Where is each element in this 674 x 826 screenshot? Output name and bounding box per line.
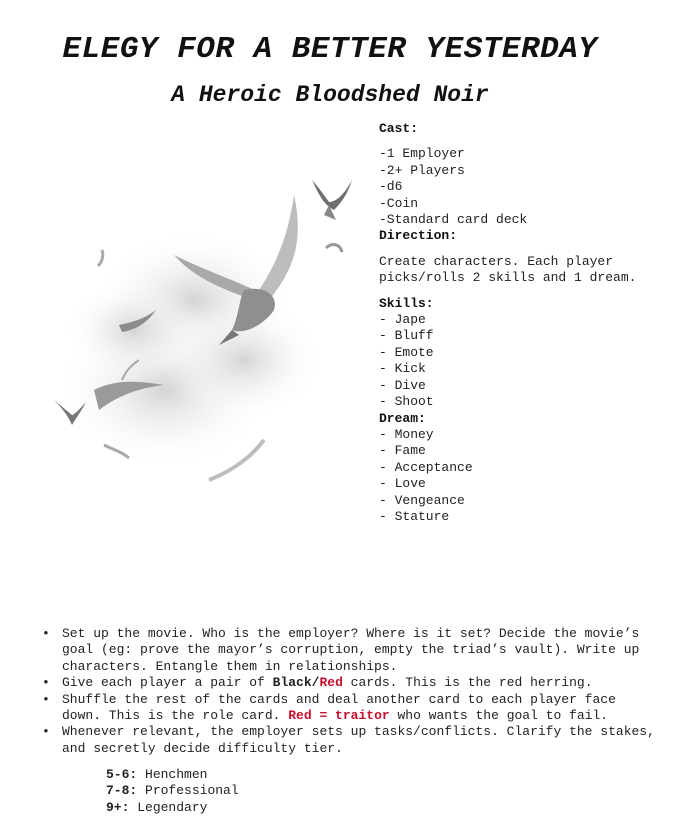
list-item: - Jape — [379, 312, 426, 328]
step-text: Whenever relevant, the employer sets up tasks/conflicts. Clarify the stakes, and secretly decide difficulty tier. — [62, 724, 655, 756]
list-item: - Money — [379, 426, 434, 442]
list-item: -2+ Players — [379, 162, 465, 178]
tier-key: 5-6: — [106, 767, 138, 782]
tier-row — [106, 767, 239, 783]
page-subtitle: A Heroic Bloodshed Noir — [171, 82, 489, 108]
cast-header: Cast: — [379, 121, 419, 136]
list-item: -Standard card deck — [379, 212, 528, 228]
skills-list — [379, 312, 669, 410]
bullet-icon: • — [42, 724, 50, 740]
list-item: - Stature — [379, 508, 450, 524]
cast-list — [379, 146, 669, 228]
step-item — [40, 626, 655, 675]
bullet-icon: • — [42, 675, 50, 691]
step-text: cards. This is the red herring. — [342, 675, 593, 691]
list-item: - Fame — [379, 443, 426, 459]
step-item — [40, 675, 655, 691]
step-text: Set up the movie. Who is the employer? Where is it set? Decide the movie’s goal (eg: prove the mayor’s corruption, empty the triad’s vault). Write up characters. Entangle them in relationships. — [62, 626, 640, 674]
tier-label: Henchmen — [145, 767, 208, 782]
tier-row — [106, 783, 239, 799]
page-title: ELEGY FOR A BETTER YESTERDAY — [62, 32, 598, 67]
list-item: - Acceptance — [379, 459, 473, 475]
slash: / — [311, 675, 320, 691]
steps-list — [40, 626, 655, 757]
step-item — [40, 724, 655, 757]
red-card-label: Red — [319, 675, 343, 691]
step-text: Shuffle the rest of the cards and deal another card to each player face down. This is the role card. — [62, 691, 616, 724]
list-item: - Shoot — [379, 394, 434, 410]
step-text: Give each player a pair of — [62, 675, 273, 691]
list-item: - Love — [379, 476, 426, 492]
tier-label: Professional — [145, 783, 239, 799]
list-item: -1 Employer — [379, 146, 465, 162]
bullet-icon: • — [42, 626, 50, 641]
list-item: - Dive — [379, 377, 426, 393]
tier-row — [106, 800, 239, 816]
list-item: - Bluff — [379, 328, 434, 344]
dream-list — [379, 427, 669, 525]
step-text: who wants the goal to fail. — [389, 708, 609, 724]
list-item: -d6 — [379, 179, 403, 195]
step-item — [40, 692, 655, 725]
difficulty-tiers — [106, 767, 239, 816]
list-item: - Kick — [379, 361, 426, 377]
direction-header: Direction: — [379, 228, 458, 244]
traitor-label: Red = traitor — [288, 708, 390, 724]
list-item: -Coin — [379, 195, 419, 211]
tier-label: Legendary — [137, 799, 208, 815]
bullet-icon: • — [42, 691, 50, 707]
dream-header: Dream: — [379, 410, 426, 426]
tier-key: 7-8: — [106, 783, 138, 799]
rules-column — [379, 121, 669, 525]
skills-header: Skills: — [379, 295, 434, 311]
doves-flying-icon — [44, 160, 364, 500]
black-card-label: Black — [272, 675, 312, 691]
tier-key: 9+: — [106, 799, 130, 815]
direction-text: Create characters. Each player picks/rolls 2 skills and 1 dream. — [379, 253, 637, 286]
list-item: - Vengeance — [379, 492, 465, 508]
list-item: - Emote — [379, 344, 434, 360]
